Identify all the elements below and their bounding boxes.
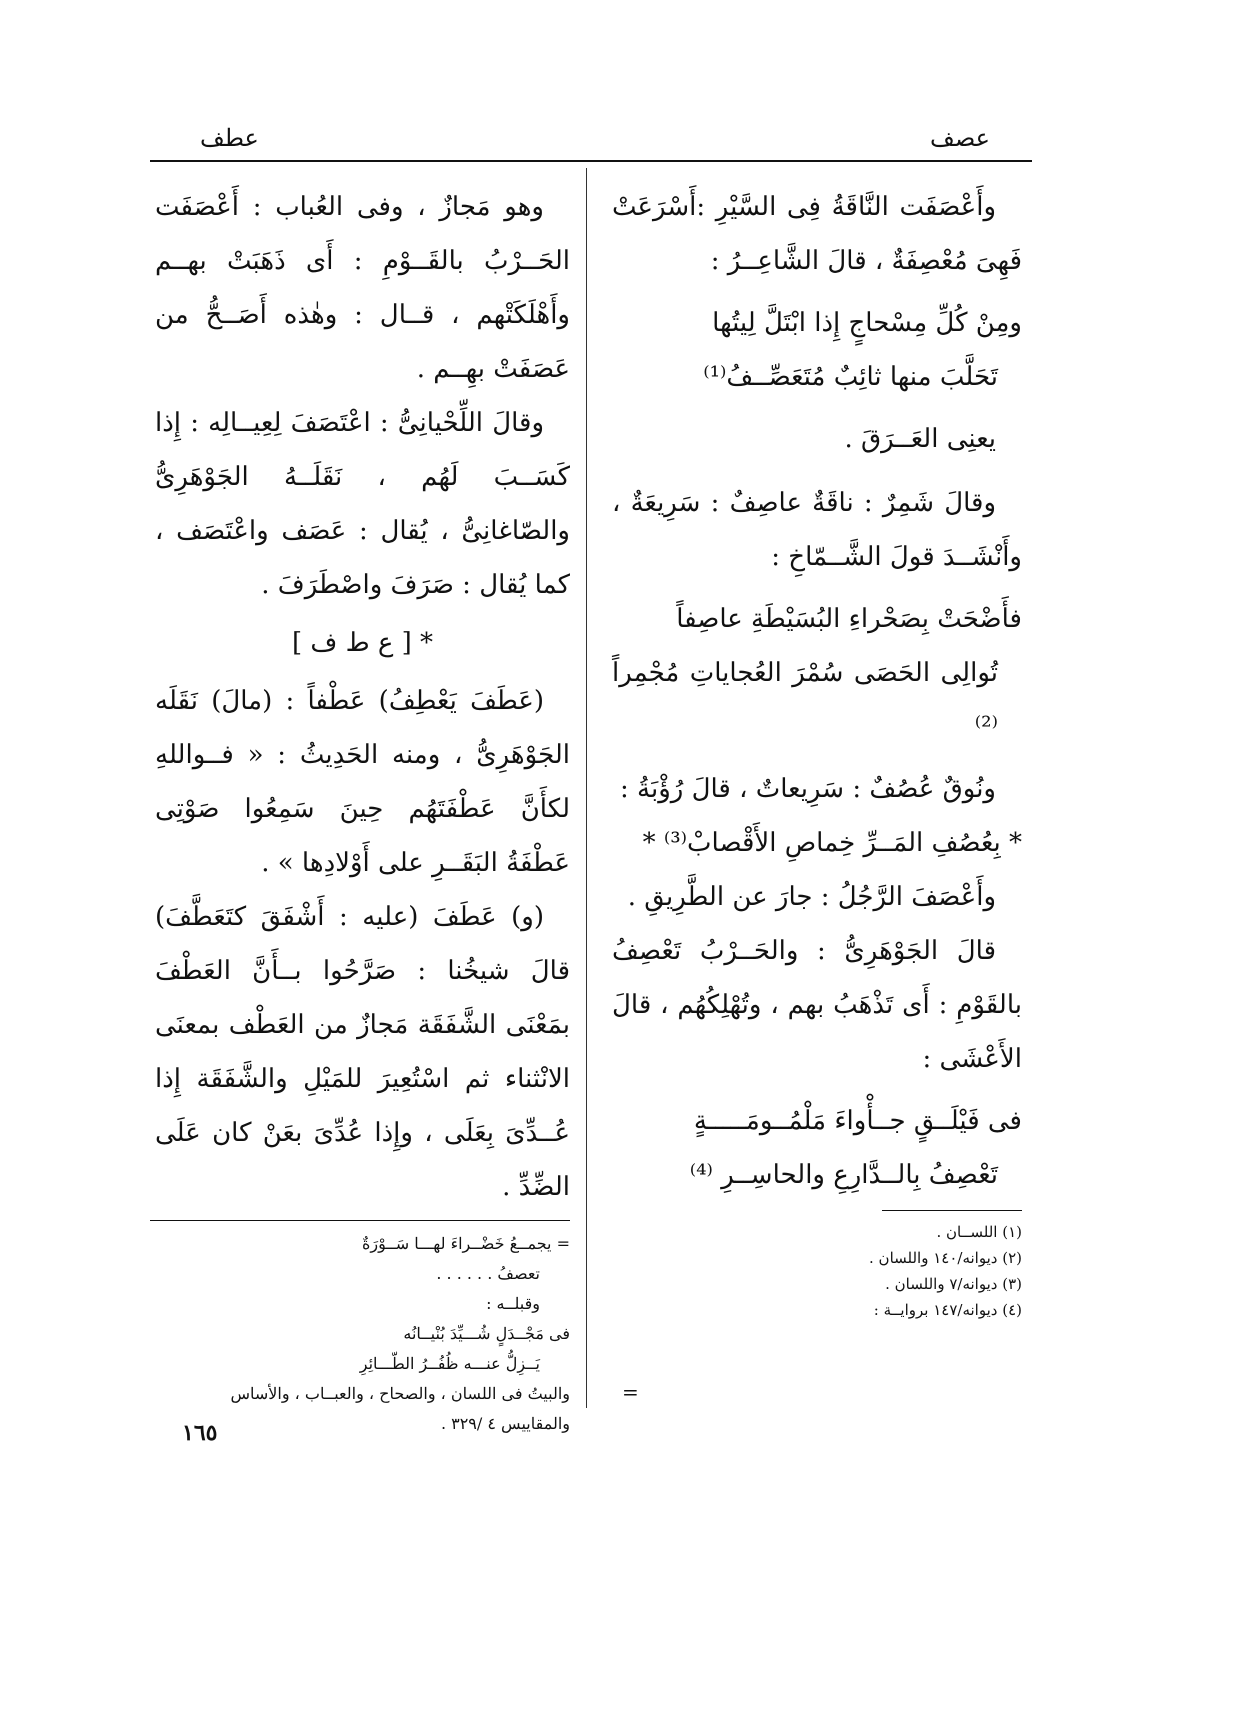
footnote: (٢) ديوانه/١٤٠ واللسان . — [869, 1249, 1022, 1267]
section-heading: * [ ع ط ف ] — [291, 628, 434, 658]
verse-first-hemistich: فى فَيْلَــقٍ جــأْواءَ مَلْمُــومَـــــةٍ — [693, 1106, 1022, 1136]
notes-rule — [150, 1220, 570, 1221]
note-line: = يجمــعُ خَضْــراءَ لهـــا سَــوْرَةٌ — [362, 1234, 570, 1253]
verse — [612, 592, 1022, 754]
footnote: (١) اللســان . — [936, 1223, 1022, 1241]
verse-first-hemistich: فأَضْحَتْ بِصَحْراءِ البُسَيْطَةِ عاصِفاً — [676, 604, 1022, 634]
footnote-rule — [882, 1210, 1022, 1211]
verse-second-hemistich: تَحَلَّبَ منها ثائِبٌ مُتَعَصِّــفُ⁽¹⁾ — [703, 362, 998, 392]
verse — [612, 1094, 1022, 1202]
column-divider — [586, 168, 587, 1408]
verse-second-hemistich: تَعْصِفُ بِالــدَّارِعِ والحاسِــرِ ⁽⁴⁾ — [689, 1160, 998, 1190]
note-line: فى مَجْــدَلٍ شُـــيِّدَ بُنْيــانُه — [403, 1324, 570, 1343]
paragraph: وقالَ اللِّحْيانِىُّ : اعْتَصَفَ لِعِيــالِه : إِذا كَسَــبَ لَهُم ، نَقَلَــهُ الجَوْهَرِىُّ والصّاغانِىُّ ، يُقال : عَصَف واعْتَصَف ، كما يُقال : صَرَفَ واصْطَرَفَ . — [155, 408, 570, 600]
left-header-title: عطف — [200, 124, 259, 152]
continued-footnote — [155, 1229, 570, 1439]
verse — [612, 296, 1022, 404]
left-column — [155, 180, 570, 1439]
verse-first-hemistich: ومِنْ كُلِّ مِسْحاجٍ إِذا ابْتَلَّ لِيتُها — [712, 308, 1022, 338]
footnotes — [612, 1219, 1022, 1323]
paragraph: وهو مَجازٌ ، وفى العُباب : أَعْصَفَت الحَــرْبُ بالقَــوْمِ : أَى ذَهَبَتْ بهــم وأَهْلَكَتْهم ، قــال : وهٰذه أَصَــحُّ من عَصَفَتْ بهِــم . — [155, 192, 570, 384]
paragraph: وأَعْصَفَت النَّاقَةُ فِى السَّيْرِ :أَسْرَعَتْ فَهِىَ مُعْصِفَةٌ ، قالَ الشَّاعِــرُ : — [612, 192, 1022, 276]
verse-second-hemistich: تُوالِى الحَصَى سُمْرَ العُجاياتِ مُجْمِراً ⁽²⁾ — [612, 658, 998, 742]
note-line: يَــزِلُّ عنـــه ظُفُــرُ الطّـــائِرِ — [359, 1354, 540, 1373]
footnote: (٤) ديوانه/١٤٧ بروايــة : — [873, 1301, 1022, 1319]
right-header-title: عصف — [930, 124, 990, 152]
page-number: ١٦٥ — [182, 1420, 218, 1446]
paragraph: (و) عَطَفَ (عليه : أَشْفَقَ كتَعَطَّفَ) قالَ شيخُنا : صَرَّحُوا بــأَنَّ العَطْفَ بمَعْنَى الشَّفَقَة مَجازٌ من العَطْف بمعنَى الانْثناء ثم اسْتُعِيرَ للمَيْلِ والشَّفَقَة إِذا عُــدِّىَ بِعَلَى ، وإِذا عُدِّىَ بعَنْ كان عَلَى الضِّدِّ . — [155, 902, 570, 1202]
note-line: والبيتُ فى اللسان ، والصحاح ، والعبــاب ، والأساس — [230, 1384, 570, 1403]
paragraph: ونُوقٌ عُصُفٌ : سَرِيعاتٌ ، قالَ رُؤْبَةُ : — [620, 774, 996, 804]
right-column — [612, 180, 1022, 1323]
note-line: وقبلــه : — [486, 1294, 540, 1313]
note-line: تعصفُ . . . . . . — [436, 1264, 540, 1283]
footnote: (٣) ديوانه/٧ واللسان . — [885, 1275, 1022, 1293]
paragraph: (عَطَفَ يَعْطِفُ) عَطْفاً : (مالَ) نَقَلَه الجَوْهَرِىُّ ، ومنه الحَدِيثُ : « فــواللهِ لكأَنَّ عَطْفَتَهُم حِينَ سَمِعُوا صَوْتِى عَطْفَةُ البَقَــرِ على أَوْلادِها » . — [155, 686, 570, 878]
header-rule — [150, 160, 1032, 162]
note-line: والمقاييس ٤ /٣٢٩ . — [440, 1414, 570, 1433]
paragraph: يعنِى العَــرَقَ . — [844, 424, 996, 454]
paragraph: قالَ الجَوْهَرِىُّ : والحَــرْبُ تَعْصِفُ بالقَوْمِ : أَى تَذْهَبُ بهم ، وتُهْلِكُهُم ، قالَ الأَعْشَى : — [612, 936, 1022, 1074]
paragraph: وأَعْصَفَ الرَّجُلُ : جارَ عن الطَّرِيقِ . — [627, 882, 996, 912]
page-header — [160, 112, 1030, 152]
paragraph: وقالَ شَمِرٌ : ناقَةٌ عاصِفٌ : سَرِيعَةٌ ، وأَنْشَــدَ قولَ الشَّــمّاخِ : — [612, 488, 1022, 572]
verse-line: * بِعُصُفِ المَــرِّ خِماصِ الأَقْصابْ⁽³⁾ * — [642, 828, 1022, 858]
continuation-mark: = — [622, 1380, 639, 1404]
